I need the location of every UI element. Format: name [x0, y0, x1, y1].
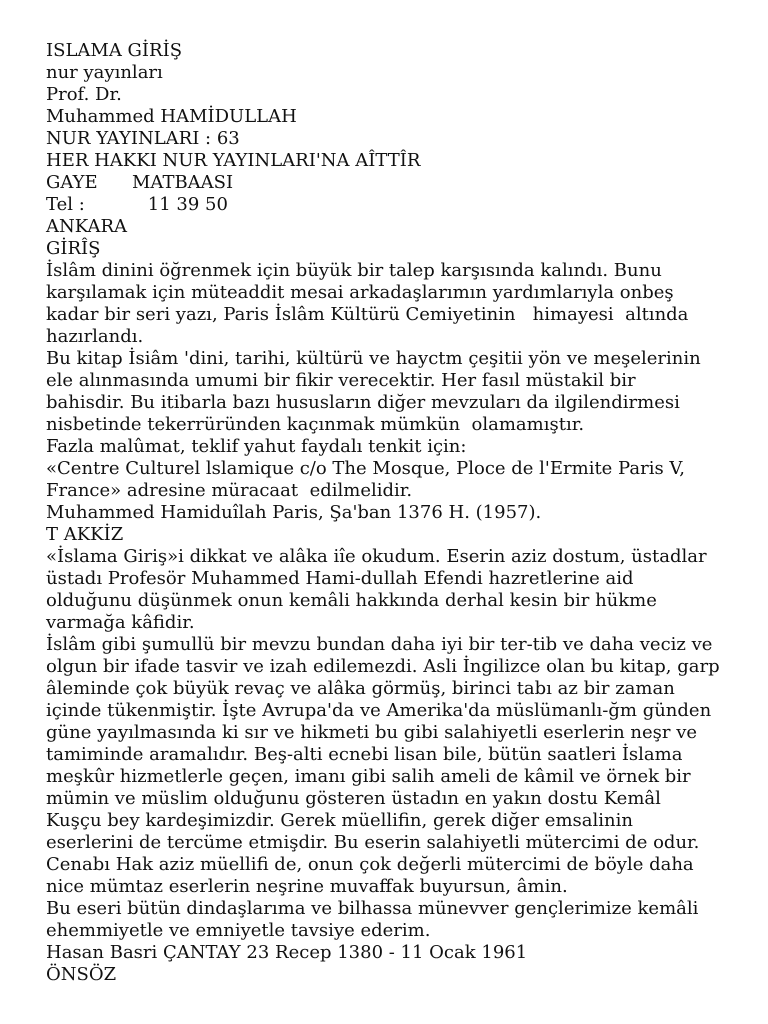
text-line: varmağa kâfidir. [46, 612, 195, 633]
document-page [46, 40, 746, 986]
text-line: «Centre Culturel lslamique c/o The Mosque, Ploce de l'Ermite Paris V, [46, 458, 685, 479]
text-line: NUR YAYINLARI : 63 [46, 128, 240, 149]
text-line: tamiminde aramalıdır. Beş-alti ecnebi lisan bile, bütün saatleri İslama [46, 744, 683, 765]
text-line: kadar bir seri yazı, Paris İslâm Kültürü Cemiyetinin himayesi altında [46, 304, 689, 325]
text-line: ehemmiyetle ve emniyetle tavsiye ederim. [46, 920, 431, 941]
text-line: Muhammed Hamiduîlah Paris, Şa'ban 1376 H. (1957). [46, 502, 542, 523]
text-line: ÖNSÖZ [46, 964, 117, 985]
text-line: bahisdir. Bu itibarla bazı hususların diğer mevzuları da ilgilendirmesi [46, 392, 680, 413]
text-line: Prof. Dr. [46, 84, 122, 105]
text-line: GAYE MATBAASI [46, 172, 234, 193]
text-line: karşılamak için müteaddit mesai arkadaşlarımın yardımlarıyla onbeş [46, 282, 674, 303]
text-line: Kuşçu bey kardeşimizdir. Gerek müellifin, gerek diğer emsalinin [46, 810, 633, 831]
text-line: Cenabı Hak aziz müellifi de, onun çok değerli mütercimi de böyle daha [46, 854, 694, 875]
text-line: ISLAMA GİRİŞ [46, 40, 183, 61]
text-line: hazırlandı. [46, 326, 144, 347]
text-line: Hasan Basri ÇANTAY 23 Recep 1380 - 11 Ocak 1961 [46, 942, 528, 963]
text-line: France» adresine müracaat edilmelidir. [46, 480, 413, 501]
text-line: «İslama Giriş»i dikkat ve alâka iîe okudum. Eserin aziz dostum, üstadlar [46, 546, 707, 567]
text-line: T AKKİZ [46, 524, 124, 545]
text-line: olgun bir ifade tasvir ve izah edilemezdi. Asli İngilizce olan bu kitap, garp [46, 656, 720, 677]
text-line: Bu kitap İsiâm 'dini, tarihi, kültürü ve hayctm çeşitii yön ve meşelerinin [46, 348, 701, 369]
text-line: âleminde çok büyük revaç ve alâka görmüş, birinci tabı az bir zaman [46, 678, 675, 699]
text-line: İslâm gibi şumullü bir mevzu bundan daha iyi bir ter-tib ve daha veciz ve [46, 634, 713, 655]
text-line: GİRÎŞ [46, 238, 101, 259]
text-line: İslâm dinini öğrenmek için büyük bir talep karşısında kalındı. Bunu [46, 260, 662, 281]
text-line: mümin ve müslim olduğunu gösteren üstadın en yakın dostu Kemâl [46, 788, 661, 809]
text-line: olduğunu düşünmek onun kemâli hakkında derhal kesin bir hükme [46, 590, 657, 611]
text-line: güne yayılmasında ki sır ve hikmeti bu gibi salahiyetli eserlerin neşr ve [46, 722, 698, 743]
text-line: Muhammed HAMİDULLAH [46, 106, 297, 127]
text-line: meşkûr hizmetlerle geçen, imanı gibi salih ameli de kâmil ve örnek bir [46, 766, 691, 787]
text-line: HER HAKKI NUR YAYINLARI'NA AÎTTÎR [46, 150, 421, 171]
text-line: ele alınmasında umumi bir fikir verecektir. Her fasıl müstakil bir [46, 370, 636, 391]
text-line: nisbetinde tekerrüründen kaçınmak mümkün olamamıştır. [46, 414, 585, 435]
text-line: Tel : 11 39 50 [46, 194, 228, 215]
text-line: nur yayınları [46, 62, 163, 83]
text-line: ANKARA [46, 216, 128, 237]
text-line: içinde tükenmiştir. İşte Avrupa'da ve Amerika'da müslümanlı-ğm günden [46, 700, 712, 721]
text-line: Fazla malûmat, teklif yahut faydalı tenkit için: [46, 436, 467, 457]
text-line: Bu eseri bütün dindaşlarıma ve bilhassa münevver gençlerimize kemâli [46, 898, 699, 919]
text-line: nice mümtaz eserlerin neşrine muvaffak buyursun, âmin. [46, 876, 568, 897]
text-line: üstadı Profesör Muhammed Hami-dullah Efendi hazretlerine aid [46, 568, 634, 589]
text-line: eserlerini de tercüme etmişdir. Bu eserin salahiyetli mütercimi de odur. [46, 832, 700, 853]
